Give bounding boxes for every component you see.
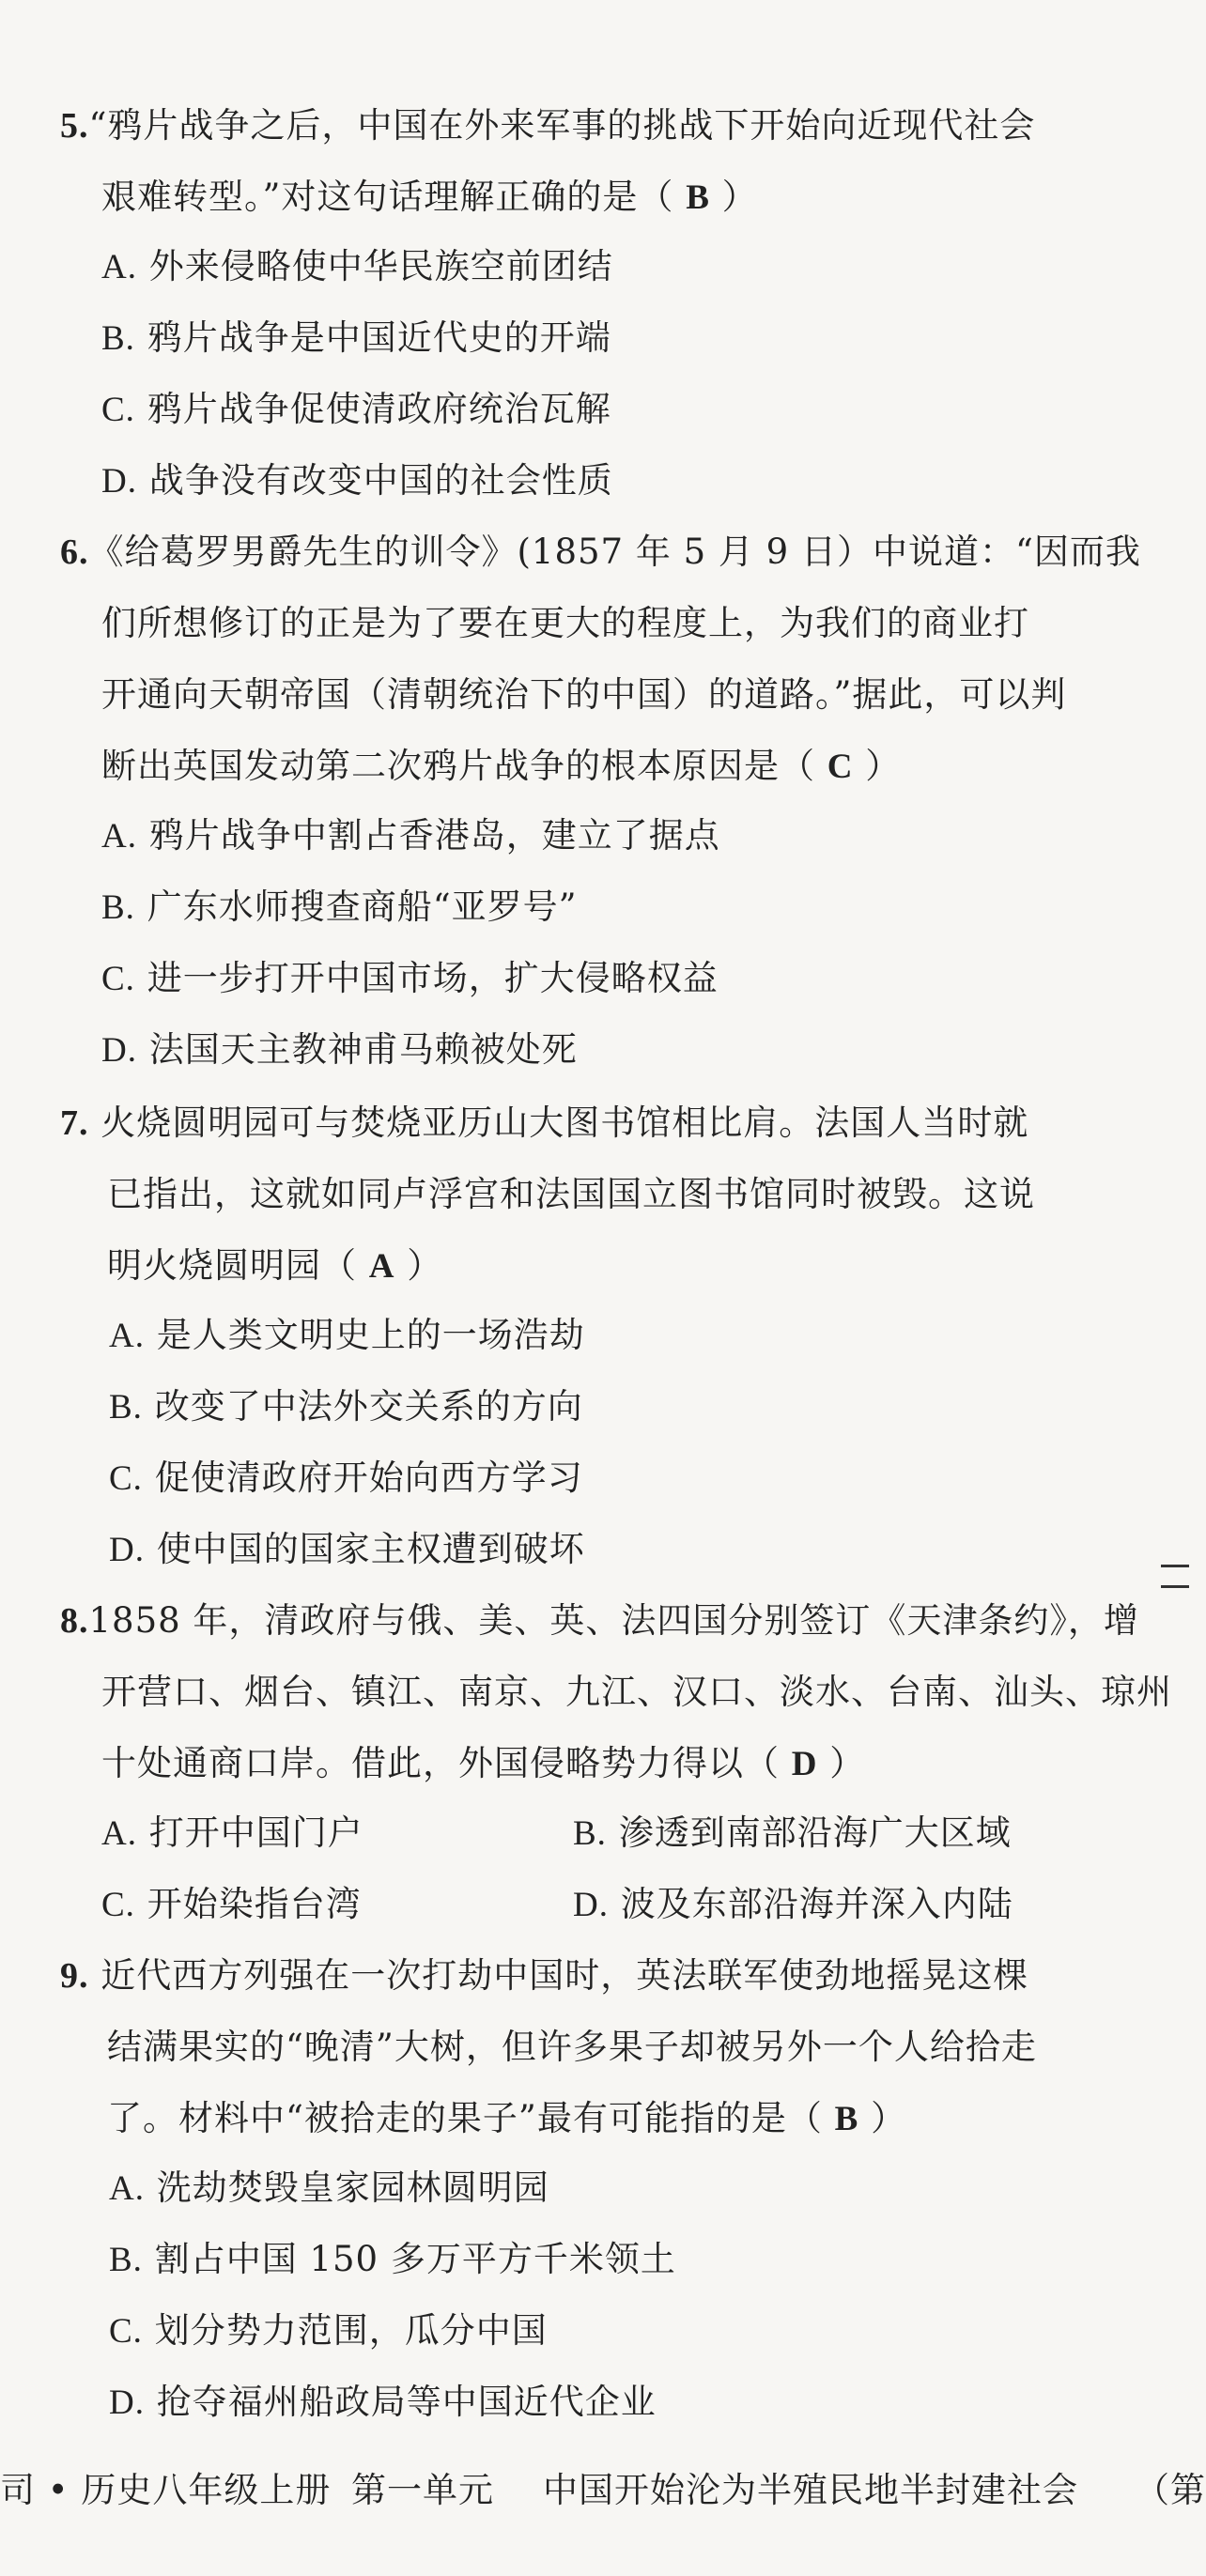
option-letter: D. <box>101 462 137 501</box>
question-stem-line <box>107 2094 906 2144</box>
stem-text: 开营口、烟台、镇江、南京、九江、汉口、淡水、台南、汕头、琼州 <box>101 1672 1172 1712</box>
option-d <box>109 2378 657 2428</box>
option-letter: D. <box>101 1031 137 1070</box>
option-text: 法国天主教神甫马赖被处死 <box>148 1029 578 1070</box>
option-text: 割占中国 150 多万平方千米领土 <box>154 2239 676 2279</box>
footer-book-title: 司 • 历史八年级上册 <box>0 2470 332 2510</box>
question-stem-line <box>60 528 1141 577</box>
option-text: 划分势力范围，瓜分中国 <box>154 2310 548 2351</box>
option-letter: D. <box>573 1886 609 1924</box>
stem-text: 火烧圆明园可与焚烧亚历山大图书馆相比肩。法国人当时就 <box>100 1103 1029 1143</box>
option-text: 进一步打开中国市场，扩大侵略权益 <box>147 958 719 998</box>
stem-text: 明火烧圆明园（ <box>107 1245 357 1286</box>
option-c <box>109 2306 548 2356</box>
stem-text: 结满果实的“晚清”大树，但许多果子却被另外一个人给拾走 <box>107 2027 1037 2067</box>
stem-text: 《给葛罗男爵先生的训令》(1857 年 5 月 9 日）中说道：“因而我 <box>88 532 1141 572</box>
stem-text: 开通向天朝帝国（清朝统治下的中国）的道路。”据此，可以判 <box>101 674 1067 715</box>
option-letter: C. <box>109 1459 143 1498</box>
option-a <box>101 242 613 292</box>
option-text: 波及东部沿海并深入内陆 <box>620 1884 1013 1924</box>
stem-text: 断出英国发动第二次鸦片战争的根本原因是（ <box>101 746 815 786</box>
option-a <box>109 2164 549 2214</box>
option-b <box>109 1382 583 1432</box>
stem-text: ） <box>871 2098 907 2138</box>
option-letter: B. <box>109 2241 143 2279</box>
stem-text: ） <box>407 1245 443 1286</box>
option-letter: B. <box>101 319 135 358</box>
answer-letter: A <box>368 1247 395 1286</box>
question-stem-line <box>101 742 901 792</box>
stem-text: ） <box>829 1743 866 1783</box>
option-letter: A. <box>109 2169 145 2208</box>
footer-unit-title: 中国开始沦为半殖民地半封建社会 <box>543 2470 1078 2510</box>
option-d <box>101 1026 578 1075</box>
page-footer <box>0 2447 1206 2532</box>
stem-text: 们所想修订的正是为了要在更大的程度上，为我们的商业打 <box>101 603 1029 643</box>
margin-mark <box>1161 1585 1189 1588</box>
option-letter: B. <box>109 1388 143 1427</box>
option-c <box>101 385 611 435</box>
question-stem-line <box>60 101 1035 150</box>
stem-text: “鸦片战争之后，中国在外来军事的挑战下开始向近现代社会 <box>88 105 1036 146</box>
option-text: 鸦片战争促使清政府统治瓦解 <box>147 389 611 429</box>
option-b <box>573 1809 1012 1859</box>
option-b <box>109 2235 676 2285</box>
question-number: 8. <box>60 1601 89 1641</box>
option-text: 开始染指台湾 <box>147 1884 362 1924</box>
option-text: 外来侵略使中华民族空前团结 <box>148 246 613 286</box>
option-letter: A. <box>101 817 137 856</box>
footer-page-ref: （第 <box>1135 2470 1206 2510</box>
option-letter: A. <box>101 248 137 286</box>
stem-text: 已指出，这就如同卢浮宫和法国国立图书馆同时被毁。这说 <box>107 1174 1035 1214</box>
answer-letter: D <box>791 1745 818 1783</box>
question-stem-line <box>101 1668 1172 1717</box>
question-stem-line <box>60 1597 1139 1645</box>
option-text: 是人类文明史上的一场浩劫 <box>156 1315 585 1355</box>
margin-mark <box>1161 1565 1189 1567</box>
option-text: 使中国的国家主权遭到破坏 <box>156 1529 585 1569</box>
option-letter: A. <box>101 1814 137 1853</box>
option-c <box>101 954 719 1004</box>
option-text: 促使清政府开始向西方学习 <box>154 1458 583 1498</box>
option-letter: D. <box>109 1531 145 1569</box>
option-b <box>101 883 578 933</box>
stem-text: 艰难转型。”对这句话理解正确的是（ <box>101 177 674 217</box>
option-a <box>101 811 720 861</box>
stem-text: ） <box>721 177 758 217</box>
question-stem-line <box>107 1170 1035 1219</box>
option-text: 改变了中法外交关系的方向 <box>154 1386 583 1427</box>
stem-text: 1858 年，清政府与俄、美、英、法四国分别签订《天津条约》，增 <box>88 1600 1139 1641</box>
question-number: 7. <box>60 1103 89 1143</box>
answer-letter: B <box>834 2100 859 2138</box>
option-letter: C. <box>109 2312 143 2351</box>
answer-letter: C <box>827 748 854 786</box>
option-letter: C. <box>101 1886 135 1924</box>
stem-text: 十处通商口岸。借此，外国侵略势力得以（ <box>101 1743 780 1783</box>
option-a <box>109 1311 585 1361</box>
option-text: 渗透到南部沿海广大区域 <box>618 1812 1012 1853</box>
answer-letter: B <box>686 178 710 217</box>
option-c <box>109 1454 583 1504</box>
question-stem-line <box>107 1242 442 1291</box>
stem-text: ） <box>865 746 902 786</box>
option-b <box>101 314 611 363</box>
option-text: 鸦片战争中割占香港岛，建立了据点 <box>148 815 720 856</box>
option-text: 抢夺福州船政局等中国近代企业 <box>156 2382 657 2422</box>
option-letter: B. <box>573 1814 607 1853</box>
option-a <box>101 1809 363 1859</box>
question-stem-line <box>60 1951 1028 2000</box>
option-d <box>101 456 613 506</box>
question-stem-line <box>60 1099 1028 1148</box>
stem-text: 了。材料中“被拾走的果子”最有可能指的是（ <box>107 2098 823 2138</box>
option-letter: B. <box>101 888 135 927</box>
option-text: 洗劫焚毁皇家园林圆明园 <box>156 2167 549 2208</box>
stem-text: 近代西方列强在一次打劫中国时，英法联军使劲地摇晃这棵 <box>100 1955 1029 1996</box>
question-number: 6. <box>60 532 89 572</box>
option-text: 战争没有改变中国的社会性质 <box>148 460 613 501</box>
question-stem-line <box>107 2023 1037 2072</box>
option-d <box>573 1880 1013 1930</box>
option-letter: A. <box>109 1317 145 1355</box>
footer-unit: 第一单元 <box>351 2470 494 2510</box>
option-text: 鸦片战争是中国近代史的开端 <box>147 317 611 358</box>
question-number: 9. <box>60 1956 89 1996</box>
option-d <box>109 1525 585 1575</box>
question-stem-line <box>101 1739 865 1789</box>
option-c <box>101 1880 362 1930</box>
question-number: 5. <box>60 106 89 146</box>
option-letter: D. <box>109 2383 145 2422</box>
question-stem-line <box>101 671 1066 719</box>
option-letter: C. <box>101 391 135 429</box>
option-text: 广东水师搜查商船“亚罗号” <box>147 887 578 927</box>
option-text: 打开中国门户 <box>148 1812 363 1853</box>
question-stem-line <box>101 599 1029 648</box>
option-letter: C. <box>101 960 135 998</box>
question-stem-line <box>101 173 758 223</box>
